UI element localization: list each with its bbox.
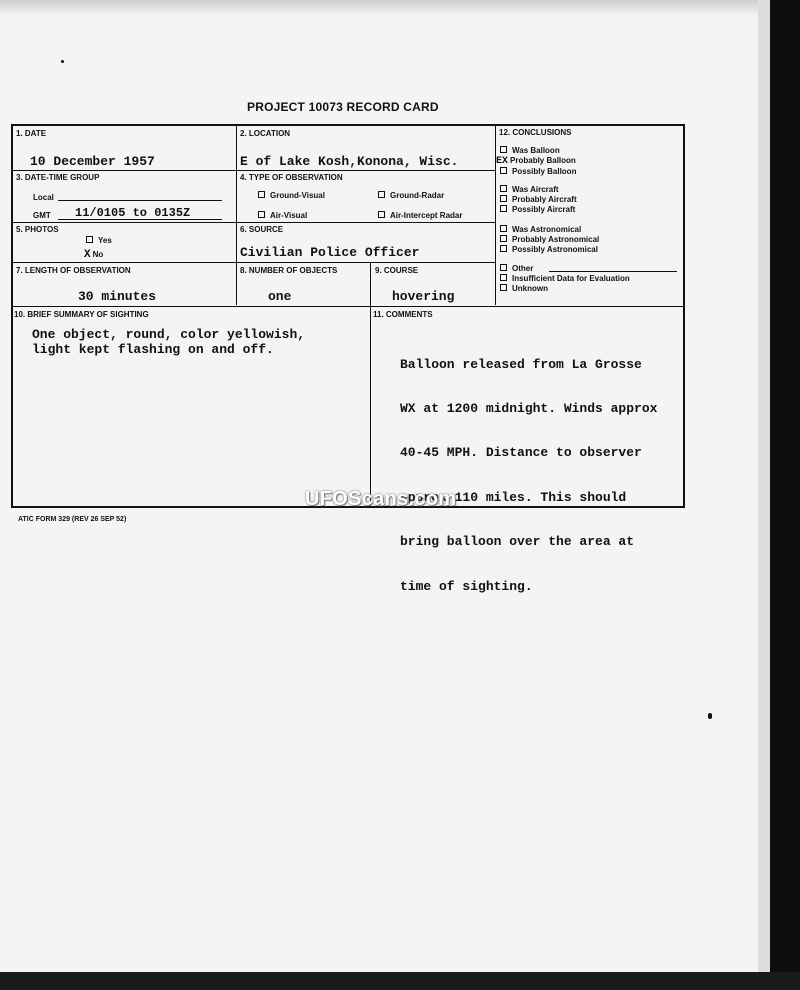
gmt-value: 11/0105 to 0135Z bbox=[75, 206, 191, 220]
comments-label: 11. COMMENTS bbox=[373, 310, 433, 319]
conclusion-probably-balloon[interactable]: EX Probably Balloon bbox=[496, 156, 576, 167]
checkbox-icon bbox=[500, 235, 507, 242]
conclusions-label: 12. CONCLUSIONS bbox=[499, 128, 572, 137]
conclusion-was-astronomical[interactable]: Was Astronomical bbox=[500, 225, 581, 234]
checkbox-icon bbox=[500, 274, 507, 281]
date-label: 1. DATE bbox=[16, 129, 47, 138]
conclusion-was-balloon[interactable]: Was Balloon bbox=[500, 146, 560, 155]
conclusion-possibly-astronomical[interactable]: Possibly Astronomical bbox=[500, 245, 598, 254]
conclusion-was-aircraft[interactable]: Was Aircraft bbox=[500, 185, 559, 194]
conclusion-other[interactable]: Other bbox=[500, 264, 533, 273]
course-value: hovering bbox=[392, 289, 455, 304]
divider-v-col3 bbox=[495, 125, 496, 305]
option-ground-radar[interactable]: Ground-Radar bbox=[378, 191, 444, 200]
conclusion-possibly-aircraft[interactable]: Possibly Aircraft bbox=[500, 205, 575, 214]
length-value: 30 minutes bbox=[78, 289, 157, 304]
location-label: 2. LOCATION bbox=[240, 129, 291, 138]
conclusion-possibly-balloon[interactable]: Possibly Balloon bbox=[500, 167, 576, 176]
summary-text bbox=[32, 328, 305, 358]
objects-label: 8. NUMBER OF OBJECTS bbox=[240, 266, 338, 275]
checkbox-icon bbox=[500, 146, 507, 153]
checkbox-icon bbox=[258, 191, 265, 198]
divider-h-4 bbox=[12, 306, 684, 307]
photos-no-option[interactable]: X No bbox=[84, 249, 104, 261]
comments-text bbox=[400, 328, 657, 624]
gmt-underline bbox=[58, 219, 222, 220]
divider-v-course bbox=[370, 262, 371, 507]
objects-value: one bbox=[268, 289, 292, 304]
conclusion-probably-astronomical[interactable]: Probably Astronomical bbox=[500, 235, 599, 244]
comments-line: Balloon released from La Grosse bbox=[400, 356, 642, 372]
length-label: 7. LENGTH OF OBSERVATION bbox=[16, 266, 131, 275]
summary-label: 10. BRIEF SUMMARY OF SIGHTING bbox=[14, 310, 149, 319]
conclusion-unknown[interactable]: Unknown bbox=[500, 284, 548, 293]
other-underline bbox=[549, 271, 677, 272]
photos-label: 5. PHOTOS bbox=[16, 225, 59, 234]
source-value: Civilian Police Officer bbox=[240, 245, 420, 260]
scan-right-edge bbox=[758, 0, 770, 990]
form-number: ATIC FORM 329 (REV 26 SEP 52) bbox=[18, 516, 127, 523]
divider-v-col2 bbox=[236, 125, 237, 305]
scan-speck bbox=[708, 713, 712, 719]
checkbox-icon bbox=[86, 236, 93, 243]
local-underline bbox=[58, 200, 222, 201]
gmt-label: GMT bbox=[33, 211, 51, 220]
checkbox-icon bbox=[500, 167, 507, 174]
comments-line: WX at 1200 midnight. Winds approx bbox=[400, 400, 658, 416]
summary-line: light kept flashing on and off. bbox=[32, 341, 274, 357]
comments-line: approx 110 miles. This should bbox=[400, 489, 627, 505]
comments-line: time of sighting. bbox=[400, 578, 533, 594]
conclusion-insufficient-data[interactable]: Insufficient Data for Evaluation bbox=[500, 274, 630, 283]
location-value: E of Lake Kosh,Konona, Wisc. bbox=[240, 154, 459, 169]
checkbox-icon bbox=[500, 264, 507, 271]
scan-bottom-edge bbox=[0, 972, 800, 990]
date-value: 10 December 1957 bbox=[30, 154, 155, 169]
conclusion-probably-aircraft[interactable]: Probably Aircraft bbox=[500, 195, 577, 204]
checkbox-icon bbox=[500, 205, 507, 212]
checkbox-icon bbox=[258, 211, 265, 218]
course-label: 9. COURSE bbox=[375, 266, 419, 275]
checkbox-icon bbox=[500, 225, 507, 232]
local-label: Local bbox=[33, 193, 54, 202]
comments-line: bring balloon over the area at bbox=[400, 534, 635, 550]
comments-line: 40-45 MPH. Distance to observer bbox=[400, 445, 642, 461]
x-mark-icon: X bbox=[84, 249, 91, 261]
x-mark-icon: EX bbox=[496, 156, 509, 167]
option-air-visual[interactable]: Air-Visual bbox=[258, 211, 307, 220]
option-air-intercept-radar[interactable]: Air-Intercept Radar bbox=[378, 211, 462, 220]
checkbox-icon bbox=[500, 284, 507, 291]
checkbox-icon bbox=[500, 185, 507, 192]
source-label: 6. SOURCE bbox=[240, 225, 284, 234]
option-ground-visual[interactable]: Ground-Visual bbox=[258, 191, 325, 200]
scan-speck bbox=[61, 60, 64, 63]
divider-h-2 bbox=[12, 222, 495, 223]
checkbox-icon bbox=[378, 191, 385, 198]
divider-h-3 bbox=[12, 262, 495, 263]
checkbox-icon bbox=[378, 211, 385, 218]
scan-background bbox=[770, 0, 800, 990]
divider-h-1 bbox=[12, 170, 495, 171]
watermark: UFOScans.com bbox=[305, 488, 457, 510]
checkbox-icon bbox=[500, 195, 507, 202]
photos-yes-option[interactable]: Yes bbox=[86, 236, 112, 245]
summary-line: One object, round, color yellowish, bbox=[32, 327, 306, 342]
scan-top-edge bbox=[0, 0, 758, 16]
card-title: PROJECT 10073 RECORD CARD bbox=[247, 100, 439, 114]
date-time-group-label: 3. DATE-TIME GROUP bbox=[16, 173, 100, 182]
type-of-observation-label: 4. TYPE OF OBSERVATION bbox=[240, 173, 343, 182]
checkbox-icon bbox=[500, 245, 507, 252]
